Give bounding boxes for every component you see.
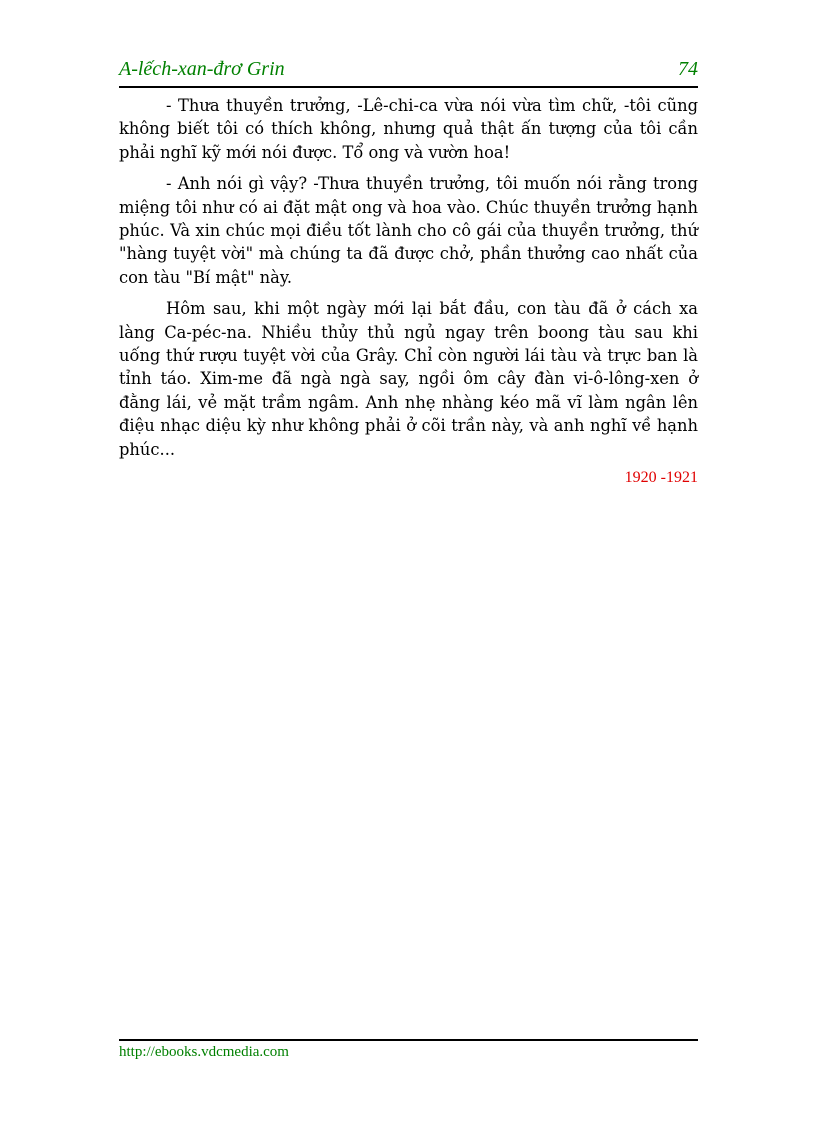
paragraph-3: Hôm sau, khi một ngày mới lại bắt đầu, con tàu đã ở cách xa làng Ca-péc-na. Nhiều thủy thủ ngủ ngay trên boong tàu sau khi uống thứ rượu tuyệt vời của Grây. Chỉ còn người lái tàu và trực ban là tỉnh táo. Xim-me đã ngà ngà say, ngồi ôm cây đàn vi-ô-lông-xen ở đằng lái, vẻ mặt trầm ngâm. Anh nhẹ nhàng kéo mã vĩ làm ngân lên điệu nhạc diệu kỳ như không phải ở cõi trần này, và anh nghĩ về hạnh phúc... <box>119 299 698 459</box>
body-text <box>119 94 698 487</box>
page-header <box>119 58 698 85</box>
header-divider <box>119 86 698 88</box>
composition-date: 1920 -1921 <box>624 469 698 487</box>
paragraph-1: - Thưa thuyền trưởng, -Lê-chi-ca vừa nói vừa tìm chữ, -tôi cũng không biết tôi có thích không, nhưng quả thật ấn tượng của tôi cần phải nghĩ kỹ mới nói được. Tổ ong và vườn hoa! <box>119 96 698 162</box>
paragraph-2: - Anh nói gì vậy? -Thưa thuyền trưởng, tôi muốn nói rằng trong miệng tôi như có ai đặt mật ong và hoa vào. Chúc thuyền trưởng hạnh phúc. Và xin chúc mọi điều tốt lành cho cô gái của thuyền trưởng, thứ "hàng tuyệt vời" mà chúng ta đã được chở, phần thưởng cao nhất của con tàu "Bí mật" này. <box>119 174 698 287</box>
header-author: A-lếch-xan-đrơ Grin <box>119 58 285 80</box>
footer-divider <box>119 1039 698 1041</box>
page-number: 74 <box>678 58 698 80</box>
footer-url-link[interactable]: http://ebooks.vdcmedia.com <box>119 1044 289 1060</box>
